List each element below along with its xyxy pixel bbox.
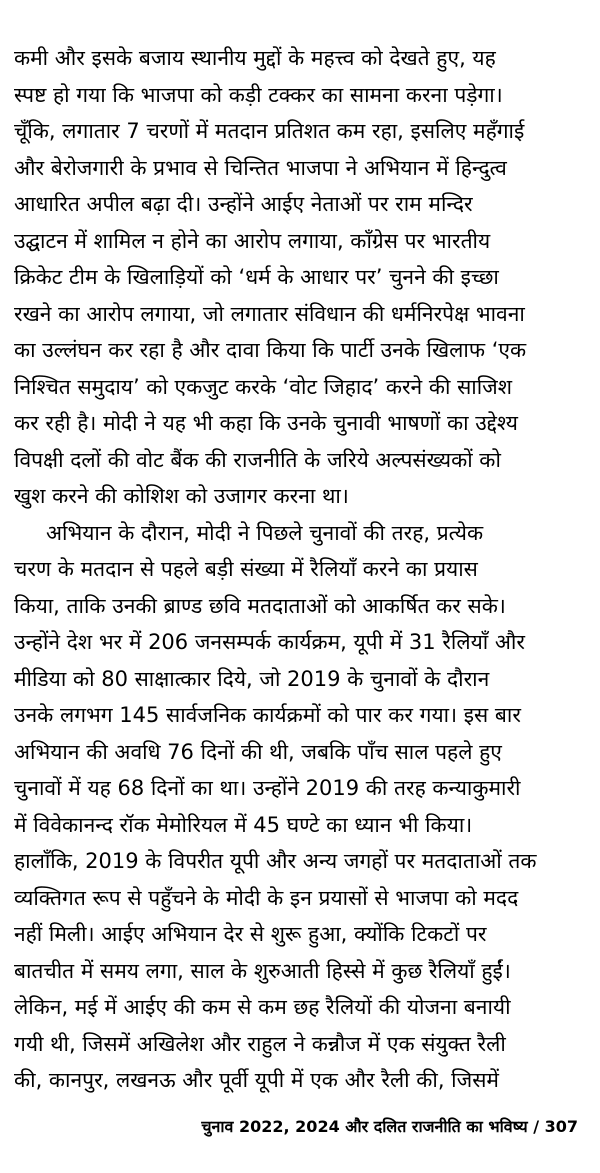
- text-line: चूँकि, लगातार 7 चरणों में मतदान प्रतिशत कम रहा, इसलिए महँगाई: [14, 119, 525, 143]
- text-line: क्रिकेट टीम के खिलाड़ियों को ‘धर्म के आधार पर’ चुनने की इच्छा: [14, 265, 499, 289]
- text-line: किया, ताकि उनकी ब्राण्ड छवि मतदाताओं को आकर्षित कर सके।: [14, 593, 506, 618]
- text-line: में विवेकानन्द रॉक मेमोरियल में 45 घण्टे का ध्यान भी किया।: [14, 812, 473, 837]
- text-line: मीडिया को 80 साक्षात्कार दिये, जो 2019 के चुनावों के दौरान: [14, 666, 490, 691]
- text-line: लेकिन, मई में आईए की कम से कम छह रैलियों की योजना बनायी: [14, 995, 511, 1019]
- text-line: गयी थी, जिसमें अखिलेश और राहुल ने कन्नौज में एक संयुक्त रैली: [14, 1031, 506, 1056]
- text-line: निश्चित समुदाय’ को एकजुट करके ‘वोट जिहाद’ करने की साजिश: [14, 374, 513, 399]
- text-line: विपक्षी दलों की वोट बैंक की राजनीति के जरिये अल्पसंख्यकों को: [14, 447, 501, 472]
- text-line: खुश करने की कोशिश को उजागर करना था।: [14, 484, 349, 508]
- text-line: नहीं मिली। आईए अभियान देर से शुरू हुआ, क्योंकि टिकटों पर: [14, 922, 487, 946]
- text-line: अभियान की अवधि 76 दिनों की थी, जबकि पाँच साल पहले हुए: [14, 739, 502, 764]
- text-line: आधारित अपील बढ़ा दी। उन्होंने आईए नेताओं पर राम मन्दिर: [14, 192, 473, 216]
- text-line: बातचीत में समय लगा, साल के शुरुआती हिस्से में कुछ रैलियाँ हुईं।: [14, 958, 511, 983]
- text-line: स्पष्ट हो गया कि भाजपा को कड़ी टक्कर का सामना करना पड़ेगा।: [14, 82, 503, 107]
- text-line: चुनावों में यह 68 दिनों का था। उन्होंने 2019 की तरह कन्याकुमारी: [14, 776, 521, 800]
- text-line: उन्होंने देश भर में 206 जनसम्पर्क कार्यक्रम, यूपी में 31 रैलियाँ और: [14, 630, 525, 654]
- body-text: [14, 40, 588, 1099]
- text-line: हालाँकि, 2019 के विपरीत यूपी और अन्य जगहों पर मतदाताओं तक: [14, 849, 537, 873]
- text-line: की, कानपुर, लखनऊ और पूर्वी यूपी में एक और रैली की, जिसमें: [14, 1068, 499, 1092]
- text-line: कर रही है। मोदी ने यह भी कहा कि उनके चुनावी भाषणों का उद्देश्य: [14, 411, 518, 435]
- paragraph-1: [14, 40, 588, 515]
- text-line: रखने का आरोप लगाया, जो लगातार संविधान की धर्मनिरपेक्ष भावना: [14, 301, 525, 326]
- text-line: उनके लगभग 145 सार्वजनिक कार्यक्रमों को पार कर गया। इस बार: [14, 703, 521, 727]
- text-line: व्यक्तिगत रूप से पहुँचने के मोदी के इन प्रयासों से भाजपा को मदद: [14, 885, 519, 910]
- text-line: कमी और इसके बजाय स्थानीय मुद्दों के महत्त्व को देखते हुए, यह: [14, 46, 496, 70]
- paragraph-2: [14, 515, 588, 1099]
- page-footer: [0, 1115, 578, 1137]
- text-line: अभियान के दौरान, मोदी ने पिछले चुनावों की तरह, प्रत्येक: [46, 520, 484, 545]
- page-number: / 307: [533, 1117, 578, 1136]
- text-line: उद्घाटन में शामिल न होने का आरोप लगाया, काँग्रेस पर भारतीय: [14, 228, 491, 253]
- text-line: चरण के मतदान से पहले बड़ी संख्या में रैलियाँ करने का प्रयास: [14, 557, 478, 581]
- running-title: चुनाव 2022, 2024 और दलित राजनीति का भविष्य: [201, 1117, 528, 1136]
- text-line: का उल्लंघन कर रहा है और दावा किया कि पार्टी उनके खिलाफ ‘एक: [14, 338, 527, 362]
- text-line: और बेरोजगारी के प्रभाव से चिन्तित भाजपा ने अभियान में हिन्दुत्व: [14, 155, 507, 180]
